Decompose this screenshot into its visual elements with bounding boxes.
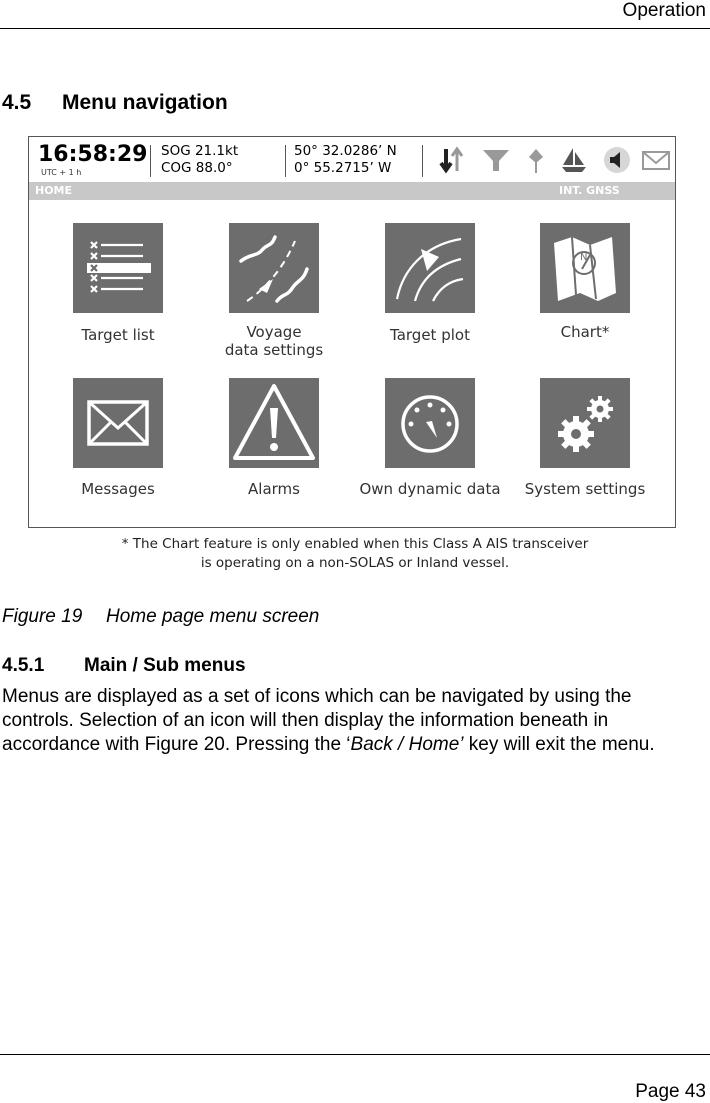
divider [422, 145, 423, 177]
alarms-label: Alarms [248, 480, 300, 498]
system-settings-tile[interactable] [540, 378, 630, 468]
target-list-label: Target list [81, 326, 155, 344]
own-dynamic-data-tile[interactable] [385, 378, 475, 468]
sog-value: SOG 21.1kt [161, 143, 239, 159]
page-name: HOME [35, 184, 73, 197]
latitude: 50° 32.0286’ N [294, 143, 397, 159]
figure-number: Figure 19 [2, 606, 83, 627]
target-plot-tile[interactable] [385, 223, 475, 313]
target-plot-icon [385, 223, 475, 313]
voyage-data-tile[interactable] [229, 223, 319, 313]
body-paragraph [2, 685, 708, 757]
own-dynamic-data-label: Own dynamic data [359, 480, 501, 498]
subsection-number: 4.5.1 [2, 655, 45, 676]
gauge-icon [385, 378, 475, 468]
subsection-title: Main / Sub menus [84, 655, 246, 676]
divider [285, 145, 286, 177]
footer-rule [0, 1054, 710, 1055]
clock: 16:58:29 [38, 142, 148, 167]
title-bar [29, 182, 675, 200]
gears-icon [540, 378, 630, 468]
paragraph-line1: Menus are displayed as a set of icons which can be navigated by using the [2, 686, 632, 707]
section-heading [2, 91, 228, 115]
alarms-tile[interactable] [229, 378, 319, 468]
subsection-heading [2, 655, 246, 677]
longitude: 0° 55.2715’ W [294, 160, 392, 176]
divider [150, 145, 151, 177]
speed-course [161, 143, 238, 177]
chart-tile[interactable] [540, 223, 630, 313]
voyage-data-label [194, 323, 354, 359]
position-readout [294, 143, 397, 177]
header-rule [0, 28, 710, 29]
target-plot-label: Target plot [390, 326, 470, 344]
home-menu-screen [28, 136, 676, 528]
chart-map-icon [540, 223, 630, 313]
svg-text:N: N [580, 252, 588, 263]
transfer-icon[interactable] [437, 146, 467, 174]
cog-value: COG 88.0° [161, 160, 233, 176]
paragraph-line3: accordance with Figure 20. Pressing the ‘Back / Home’ key will exit the menu. [2, 734, 655, 755]
voyage-label-line1: Voyage [246, 323, 302, 341]
figure-title: Home page menu screen [106, 606, 320, 627]
section-number: 4.5 [2, 91, 32, 114]
figure-caption [2, 606, 319, 628]
messages-label: Messages [81, 480, 155, 498]
gnss-source: INT. GNSS [559, 184, 620, 197]
filter-icon[interactable] [481, 146, 511, 174]
sailboat-icon[interactable] [559, 146, 589, 174]
running-header: Operation [622, 0, 706, 21]
speaker-muted-icon[interactable] [602, 146, 632, 174]
voyage-label-line2: data settings [224, 341, 324, 359]
pin-icon[interactable] [521, 146, 551, 174]
page-number: Page 43 [635, 1081, 706, 1102]
envelope-icon [73, 378, 163, 468]
section-title: Menu navigation [62, 91, 228, 114]
paragraph-line2: controls. Selection of an icon will then display the information beneath in [2, 710, 609, 731]
system-settings-label: System settings [524, 480, 646, 498]
warning-icon [229, 378, 319, 468]
footnote-line1: * The Chart feature is only enabled when this Class A AIS transceiver [121, 536, 589, 552]
key-name: Back / Home’ [350, 734, 464, 755]
voyage-data-icon [229, 223, 319, 313]
status-bar [29, 137, 675, 181]
chart-label: Chart* [560, 323, 610, 341]
footnote-line2: is operating on a non-SOLAS or Inland vessel. [200, 555, 510, 571]
target-list-tile[interactable] [73, 223, 163, 313]
envelope-icon[interactable] [641, 146, 671, 174]
messages-tile[interactable] [73, 378, 163, 468]
target-list-icon [73, 223, 163, 313]
utc-offset: UTC + 1 h [41, 168, 82, 177]
